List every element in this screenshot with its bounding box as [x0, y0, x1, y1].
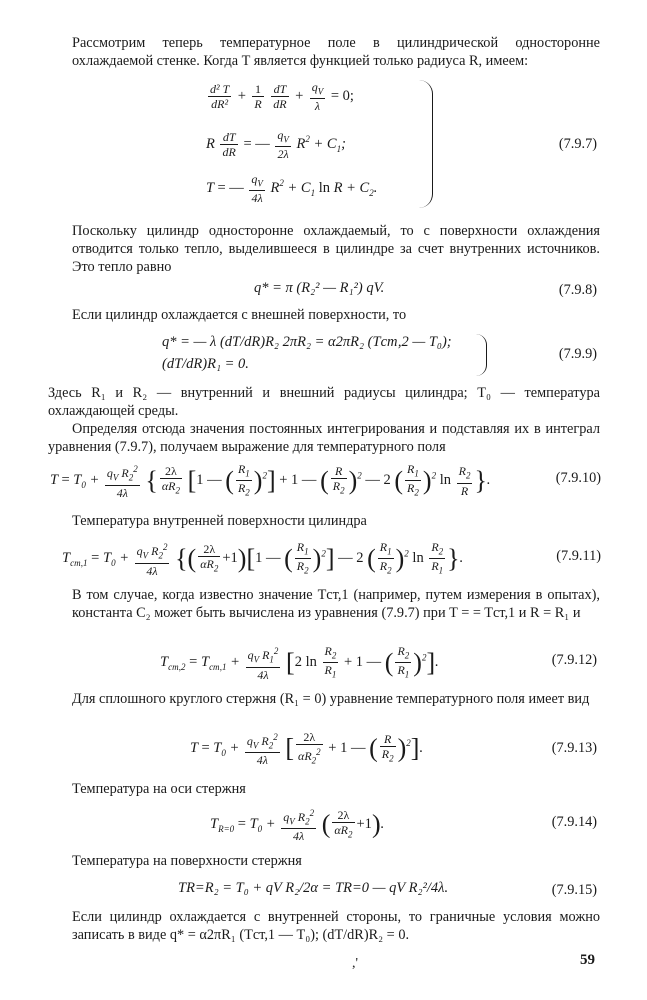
equation-7-9-9-line-2: (dT/dR)R₁ = 0.	[162, 356, 249, 372]
paragraph-internal-cooling: Если цилиндр охлаждается с внутренней стороны, то граничные условия можно записать в виде q* = α2πR₁ (Tст,1 — T₀); (dT/dR)R₂ = 0.	[72, 909, 600, 943]
equation-7-9-9-line-1: q* = — λ (dT/dR)R₂ 2πR₂ = α2πR₂ (Tст,2 — T₀);	[162, 334, 452, 350]
paragraph-rod-axis: Температура на оси стержня	[72, 781, 246, 797]
equation-number-7-9-15: (7.9.15)	[551, 882, 597, 898]
equation-7-9-7-line-2: R $\frac{dT}{dR}$ = — $\frac{q_V}{2\lambda}$ $R^2 + C_1$;	[206, 128, 346, 162]
paragraph-solid-rod: Для сплошного круглого стержня (R₁ = 0) уравнение температурного поля имеет вид	[72, 691, 590, 707]
equation-7-9-11: $T_{ст,1} = T_0$ + $\frac{q_V R_2^2}{4\lambda}$ {( $\frac{2\lambda}{\alpha R_2}$ +1)[1 — ( $\frac{R_1}{R_2}$ )$^2$] — 2 ( $\frac{R_1}{R_2}$ )$^2$ ln $\frac{R_2}{R_1}$ }.	[62, 540, 464, 578]
paragraph-known-temperature: В том случае, когда известно значение Tст,1 (например, путем измерения в опытах), константа C₂ может быть вычислена из уравнения (7.9.7) при T = = Tст,1 и R = R₁ и	[72, 587, 600, 621]
paragraph-heat-removal: Поскольку цилиндр односторонне охлаждаемый, то с поверхности охлаждения отводится только тепло, выделившееся в цилиндре за счет внутренних источников. Это тепло равно	[72, 223, 600, 275]
equation-number-7-9-11: (7.9.11)	[556, 548, 601, 564]
equation-number-7-9-13: (7.9.13)	[551, 740, 597, 756]
equation-7-9-12: $T_{ст,2} = T_{ст,1}$ + $\frac{q_V R_1^2}{4\lambda}$ [2 ln $\frac{R_2}{R_1}$ + 1 — ( $\frac{R_2}{R_1}$ )$^2$].	[160, 644, 439, 682]
paragraph-rod-surface: Температура на поверхности стержня	[72, 853, 302, 869]
equation-number-7-9-7: (7.9.7)	[558, 136, 597, 152]
paragraph-intro: Рассмотрим теперь температурное поле в цилиндрической односторонне охлаждаемой стенке. Когда T является функцией только радиуса R, имеем:	[72, 35, 600, 69]
stray-ink-mark: ,'	[352, 956, 359, 971]
paragraph-external-cooling: Если цилиндр охлаждается с внешней поверхности, то	[72, 307, 407, 323]
equation-number-7-9-9: (7.9.9)	[558, 346, 597, 362]
equation-number-7-9-10: (7.9.10)	[555, 470, 601, 486]
equation-number-7-9-8: (7.9.8)	[558, 282, 597, 298]
equation-7-9-14: $T_{R=0} = T_0$ + $\frac{q_V R_2^2}{4\lambda}$ ( $\frac{2\lambda}{\alpha R_2}$ +1).	[210, 808, 385, 844]
equation-7-9-13: $T = T_0$ + $\frac{q_V R_2^2}{4\lambda}$ [ $\frac{2\lambda}{\alpha R_2^2}$ + 1 — ( $\frac{R}{R_2}$ )$^2$].	[190, 730, 424, 768]
equation-7-9-9-brace	[476, 334, 487, 376]
equation-7-9-7-line-1: $\frac{\text{d² T}}{\text{dR²}}$ + $\frac{1}{R}$ $\frac{dT}{dR}$ + $\frac{q_V}{\lambda}$ = 0;	[210, 80, 354, 114]
paragraph-inner-surface: Температура внутренней поверхности цилиндра	[72, 513, 367, 529]
equation-7-9-15: TR=R₂ = T₀ + qV R₂/2α = TR=0 — qV R₂²/4λ.	[178, 880, 449, 896]
equation-7-9-7-line-3: T = — $\frac{q_V}{4\lambda}$ $R^2 + C_1$ $\ln R + C_2$.	[206, 172, 378, 206]
equation-number-7-9-14: (7.9.14)	[551, 814, 597, 830]
paragraph-radii-definition: Здесь R₁ и R₂ — внутренний и внешний радиусы цилиндра; T₀ — температура охлаждающей среды.	[48, 385, 600, 419]
equation-7-9-8: q* = π (R₂² — R₁²) qV.	[254, 280, 385, 296]
paragraph-integration: Определяя отсюда значения постоянных интегрирования и подставляя их в интеграл уравнения (7.9.7), получаем выражение для температурного поля	[48, 421, 600, 455]
equation-number-7-9-12: (7.9.12)	[551, 652, 597, 668]
equation-7-9-10: $T = T_0$ + $\frac{q_V R_2^2}{4\lambda}$ { $\frac{2\lambda}{\alpha R_2}$ [1 — ( $\frac{R_1}{R_2}$ )$^2$] + 1 — ( $\frac{R}{R_2}$ )$^2$ — 2 ( $\frac{R_1}{R_2}$ )$^2$ ln $\frac{R_2}{R}$ }.	[50, 462, 491, 500]
system-brace	[418, 80, 433, 208]
page-number: 59	[580, 952, 595, 968]
